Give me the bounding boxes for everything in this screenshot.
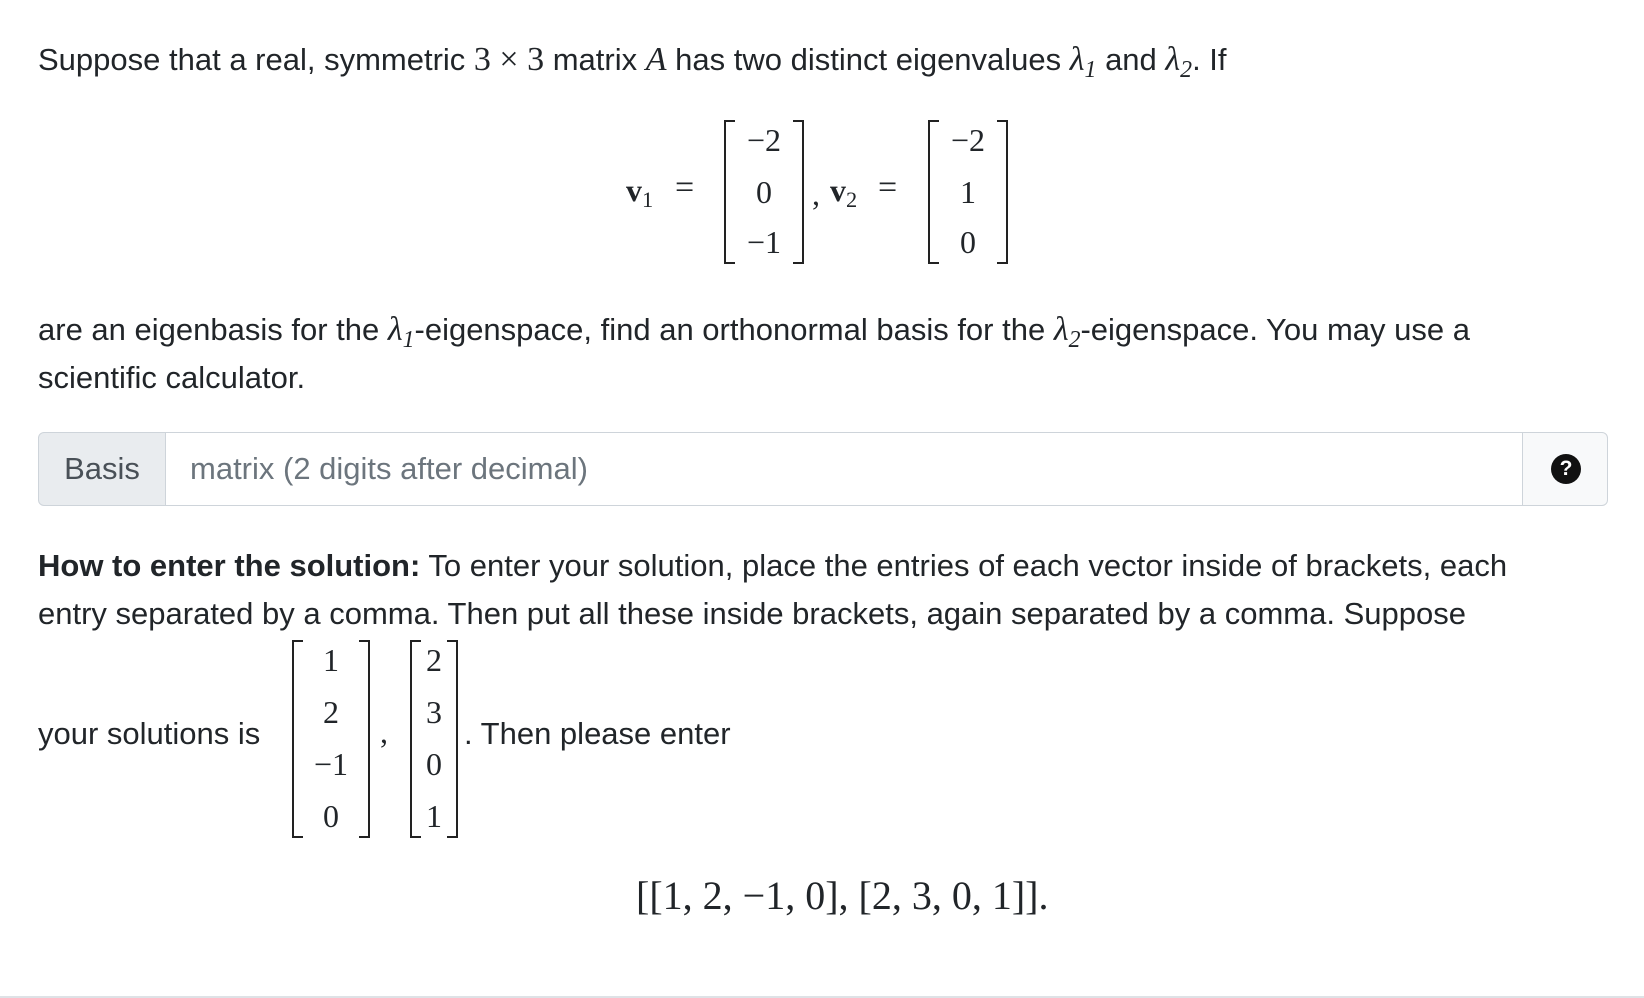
instructions-line-3-prefix: your solutions is — [38, 716, 261, 751]
example-entry: 3 — [426, 694, 442, 730]
instructions-lead: How to enter the solution: — [38, 548, 421, 583]
v1-entry: −1 — [746, 224, 782, 260]
v2-vector — [928, 120, 1008, 264]
intro-prefix: Suppose that a real, symmetric — [38, 42, 466, 77]
v2-entry: 0 — [960, 224, 976, 260]
lambda-2: λ2 — [1165, 41, 1193, 83]
instructions-line-2: entry separated by a comma. Then put all these inside brackets, again separated by a comma. Suppose — [38, 596, 1466, 631]
v2-entry: −2 — [950, 122, 986, 158]
line2-middle: -eigenspace, find an orthonormal basis for the — [414, 312, 1046, 347]
lambda-1: λ1 — [1069, 41, 1097, 83]
lambda-1-ref: λ1 — [387, 311, 415, 353]
intro-middle: has two distinct eigenvalues — [675, 42, 1062, 77]
line2-suffix: -eigenspace. You may use a — [1080, 312, 1470, 347]
basis-input-group — [38, 432, 1608, 506]
example-entry: 2 — [323, 694, 339, 730]
example-vector-1 — [292, 640, 370, 838]
question-line-3: scientific calculator. — [38, 360, 306, 395]
instructions-line-3-suffix: . Then please enter — [464, 716, 731, 751]
instructions-line-1 — [38, 542, 1507, 590]
v-comma: , — [812, 176, 820, 212]
v2-equals: = — [878, 169, 898, 206]
help-button[interactable] — [1522, 432, 1608, 506]
example-vector-2 — [410, 640, 458, 838]
question-line-1 — [38, 36, 1227, 87]
example-entry: 2 — [426, 642, 442, 678]
example-entry: 1 — [323, 642, 339, 678]
example-entry: 0 — [426, 746, 442, 782]
example-entry: 0 — [323, 798, 339, 834]
matrix-word: matrix — [552, 42, 638, 77]
help-icon[interactable]: ? — [1551, 454, 1581, 484]
v1-equals: = — [675, 169, 695, 206]
v2-entry: 1 — [960, 174, 976, 210]
example-entry-text: [[1, 2, −1, 0], [2, 3, 0, 1]]. — [636, 873, 1049, 918]
instructions-line-1-rest: To enter your solution, place the entries of each vector inside of brackets, each — [428, 548, 1508, 583]
if-word: . If — [1192, 42, 1227, 77]
example-entry: −1 — [313, 746, 349, 782]
basis-input[interactable] — [165, 432, 1523, 506]
line2-prefix: are an eigenbasis for the — [38, 312, 380, 347]
v1-entry: −2 — [746, 122, 782, 158]
question-line-2 — [38, 306, 1470, 357]
v1-entry: 0 — [756, 174, 772, 210]
matrix-dimension: 3 × 3 — [473, 41, 545, 78]
example-comma: , — [380, 714, 388, 750]
example-entry: 1 — [426, 798, 442, 834]
basis-label: Basis — [38, 432, 166, 506]
lambda-2-ref: λ2 — [1053, 311, 1081, 353]
v1-vector — [724, 120, 804, 264]
matrix-name: A — [645, 41, 667, 78]
v1-label: v1 — [626, 172, 654, 213]
and-word: and — [1105, 42, 1157, 77]
v2-label: v2 — [830, 172, 858, 213]
